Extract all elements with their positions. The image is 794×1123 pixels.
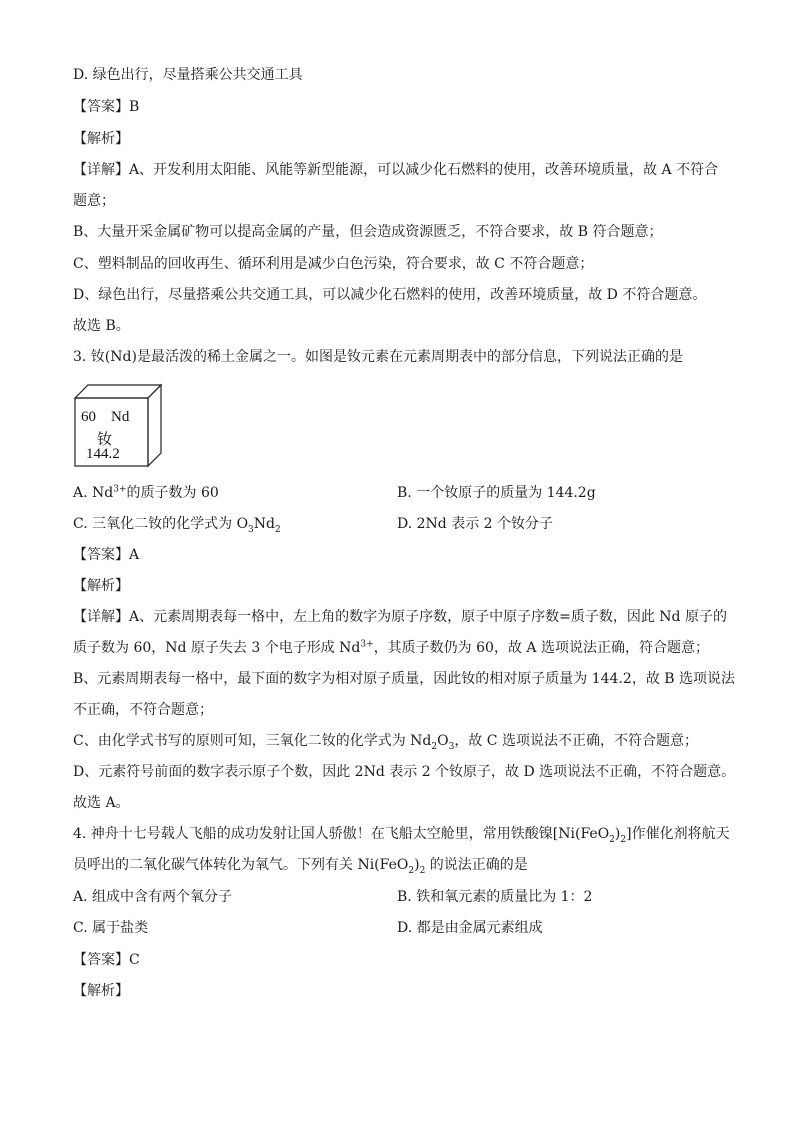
q4-option-c: C. 属于盐类 (73, 920, 149, 936)
q2-detail-line-4: C、塑料制品的回收再生、循环利用是减少白色污染，符合要求，故 C 不符合题意； (73, 256, 594, 272)
q4-question-line-1: 4. 神舟十七号载人飞船的成功发射让国人骄傲！在飞船太空舱里，常用铁酸镍$[Ni(FeO_2)_2]$作催化剂将航天 (73, 826, 730, 845)
q3-detail-line-4: 不正确，不符合题意； (73, 702, 213, 718)
q3-detail-line-2: 质子数为 60，Nd 原子失去 3 个电子形成 $Nd^{3+}$，其质子数仍为 60，故 A 选项说法正确，符合题意； (73, 639, 709, 656)
q2-detail-line-1: 【详解】A、开发利用太阳能、风能等新型能源，可以减少化石燃料的使用，改善环境质量，故 A 不符合 (73, 162, 719, 178)
q3-detail-line-5: C、由化学式书写的原则可知，三氧化二钕的化学式为 $Nd_2O_3$，故 C 选项说法不正确，不符合题意； (73, 733, 698, 752)
q4-analysis-heading: 【解析】 (73, 983, 129, 999)
q3-question: 3. 钕(Nd)是最活泼的稀土金属之一。如图是钕元素在元素周期表中的部分信息，下列说法正确的是 (73, 349, 683, 365)
q2-option-d: D. 绿色出行，尽量搭乘公共交通工具 (73, 67, 303, 83)
q3-option-d: D. 2Nd 表示 2 个钕分子 (397, 516, 554, 532)
q3-detail-line-3: B、元素周期表每一格中，最下面的数字为相对原子质量，因此钕的相对原子质量为 144.2，故 B 选项说法 (73, 671, 736, 687)
q3-analysis-heading: 【解析】 (73, 578, 129, 594)
q4-option-a: A. 组成中含有两个氧分子 (73, 889, 233, 905)
atomic-mass: 144.2 (86, 446, 120, 462)
q4-question-line-2: 员呼出的二氧化碳气体转化为氧气。下列有关 $Ni(FeO_2)_2$ 的说法正确的是 (73, 857, 528, 876)
q3-option-b: B. 一个钕原子的质量为 144.2g (397, 485, 596, 501)
q3-options-row-2 (73, 514, 733, 534)
q4-options-row-2 (73, 918, 733, 938)
element-name: 钕 (97, 432, 113, 448)
q3-answer: 【答案】A (73, 547, 140, 563)
element-symbol: Nd (111, 409, 130, 425)
q4-option-b: B. 铁和氧元素的质量比为 1：2 (397, 889, 593, 905)
q3-detail-line-6: D、元素符号前面的数字表示原子个数，因此 2Nd 表示 2 个钕原子，故 D 选项说法不正确，不符合题意。 (73, 764, 736, 780)
q3-detail-line-1: 【详解】A、元素周期表每一格中，左上角的数字为原子序数，原子中原子序数=质子数，因此 Nd 原子的 (73, 609, 727, 625)
q2-detail-line-5: D、绿色出行，尽量搭乘公共交通工具，可以减少化石燃料的使用，改善环境质量，故 D 不符合题意。 (73, 287, 707, 303)
element-card-neodymium (73, 383, 163, 469)
q2-analysis-heading: 【解析】 (73, 131, 129, 147)
q4-answer: 【答案】C (73, 952, 140, 968)
q2-conclusion: 故选 B。 (73, 318, 130, 334)
q2-detail-line-2: 题意； (73, 193, 115, 209)
q3-conclusion: 故选 A。 (73, 795, 130, 811)
q2-answer: 【答案】B (73, 99, 140, 115)
atomic-number: 60 (81, 409, 96, 425)
q2-detail-line-3: B、大量开采金属矿物可以提高金属的产量，但会造成资源匮乏，不符合要求，故 B 符合题意； (73, 224, 663, 240)
q4-option-d: D. 都是由金属元素组成 (397, 920, 543, 936)
q3-option-c: C. 三氧化二钕的化学式为 $O_3Nd_2$ (73, 516, 281, 535)
q3-options-row-1 (73, 483, 733, 503)
q3-option-a: A. $Nd^{3+}$的质子数为 60 (73, 484, 219, 501)
q4-options-row-1 (73, 887, 733, 907)
